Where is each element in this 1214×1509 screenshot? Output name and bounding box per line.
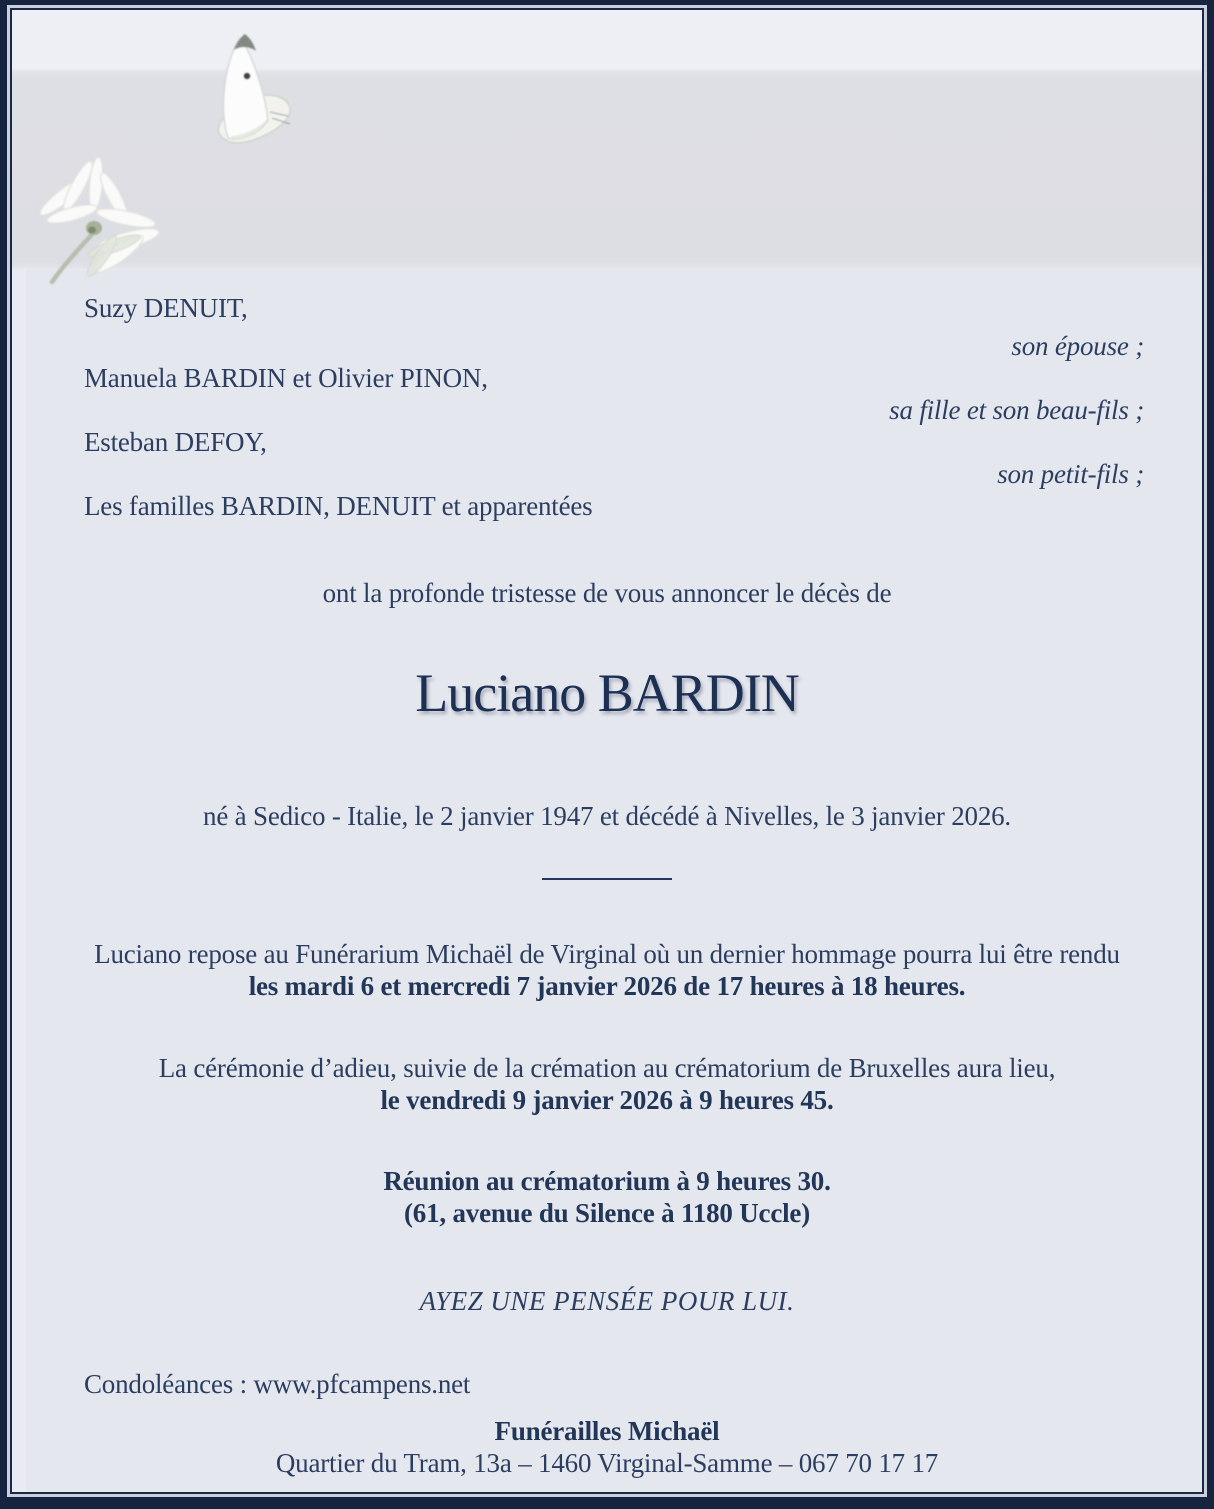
- family-member-line: Esteban DEFOY,: [84, 427, 267, 457]
- condolences-line: Condoléances : www.pfcampens.net: [84, 1369, 471, 1399]
- funeral-home-address: Quartier du Tram, 13a – 1460 Virginal-Samme – 067 70 17 17: [275, 1448, 939, 1478]
- family-member-line: Suzy DENUIT,: [84, 293, 248, 323]
- announcement-body: [12, 292, 1202, 1479]
- section-divider: [542, 878, 672, 880]
- card-inner: [10, 8, 1204, 1494]
- family-member-line: Les familles BARDIN, DENUIT et apparentées: [84, 491, 593, 521]
- ceremony-info: La cérémonie d’adieu, suivie de la crémation au crématorium de Bruxelles aura lieu,: [158, 1053, 1056, 1083]
- deceased-name: Luciano BARDIN: [415, 663, 799, 723]
- funeral-home-name: Funérailles Michaël: [494, 1416, 720, 1446]
- family-member-line: Manuela BARDIN et Olivier PINON,: [84, 363, 488, 393]
- card-frame: [7, 5, 1207, 1497]
- relation-label: son petit-fils ;: [997, 459, 1144, 489]
- meeting-time: Réunion au crématorium à 9 heures 30.: [383, 1166, 831, 1196]
- visitation-dates: les mardi 6 et mercredi 7 janvier 2026 de 17 heures à 18 heures.: [248, 971, 966, 1001]
- announcement-sentence: ont la profonde tristesse de vous annoncer le décès de: [322, 578, 892, 608]
- life-dates: né à Sedico - Italie, le 2 janvier 1947 et décédé à Nivelles, le 3 janvier 2026.: [203, 801, 1011, 831]
- butterfly-icon: [190, 24, 302, 162]
- relation-label: sa fille et son beau-fils ;: [889, 395, 1144, 425]
- visitation-info: Luciano repose au Funérarium Michaël de Virginal où un dernier hommage pourra lui être rendu: [94, 939, 1120, 969]
- header-artwork-band: [12, 10, 1202, 270]
- flower-icon: [18, 148, 178, 290]
- relation-label: son épouse ;: [1011, 331, 1144, 361]
- ceremony-date: le vendredi 9 janvier 2026 à 9 heures 45.: [380, 1085, 834, 1115]
- tribute-line: AYEZ UNE PENSÉE POUR LUI.: [419, 1286, 795, 1316]
- meeting-address: (61, avenue du Silence à 1180 Uccle): [403, 1198, 810, 1228]
